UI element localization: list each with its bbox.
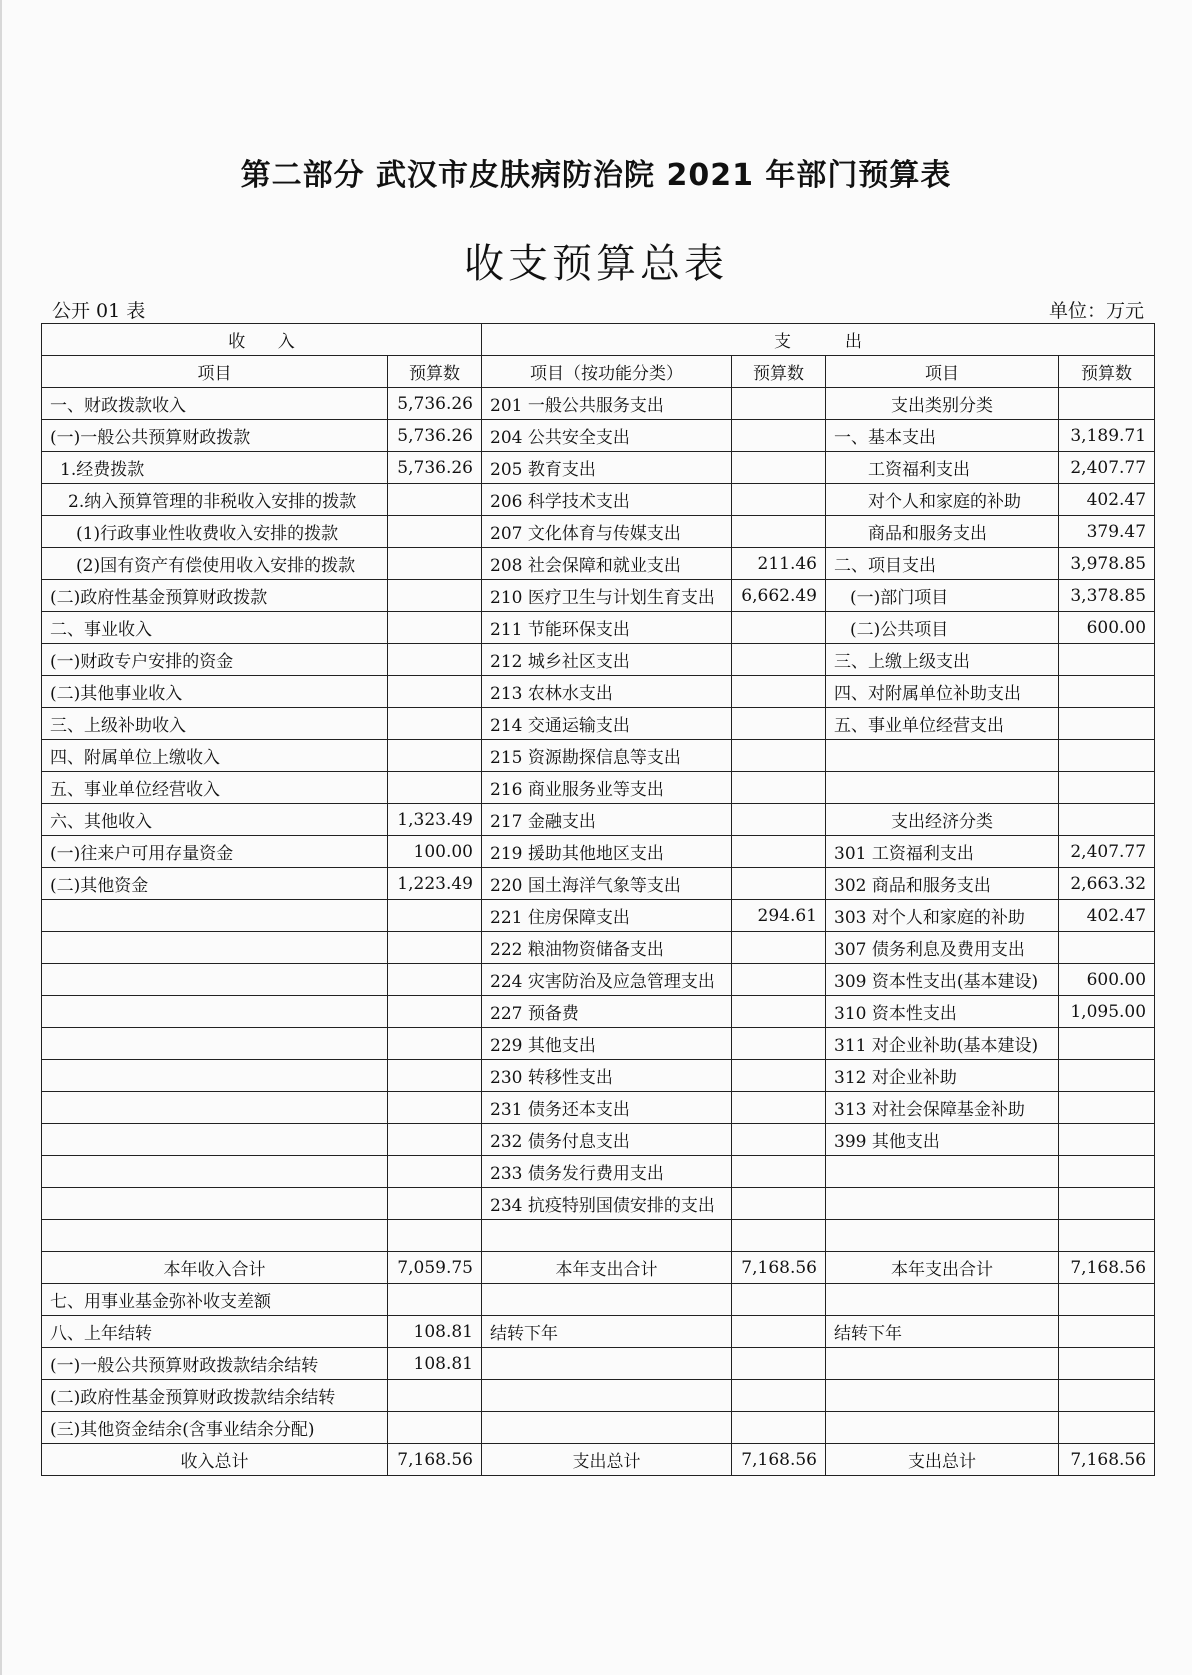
function-item: 208 社会保障和就业支出	[482, 548, 732, 580]
carry-other-row	[42, 1412, 1155, 1444]
carry-gov-fund-row	[42, 1380, 1155, 1412]
category-value	[1059, 388, 1155, 420]
income-value	[388, 1124, 482, 1156]
function-value	[732, 1220, 826, 1252]
table-row	[42, 1028, 1155, 1060]
expense-section-header: 支 出	[482, 324, 1155, 356]
category-value	[1059, 1124, 1155, 1156]
income-item: (一)往来户可用存量资金	[42, 836, 388, 868]
income-value: 5,736.26	[388, 452, 482, 484]
income-item	[42, 900, 388, 932]
grand-expense-value: 7,168.56	[732, 1444, 826, 1476]
category-item: (一)部门项目	[826, 580, 1059, 612]
function-value	[732, 1028, 826, 1060]
income-value: 100.00	[388, 836, 482, 868]
year-income-label: 本年收入合计	[42, 1252, 388, 1284]
income-item: (1)行政事业性收费收入安排的拨款	[42, 516, 388, 548]
col-header-budget-3: 预算数	[1059, 356, 1155, 388]
function-item: 222 粮油物资储备支出	[482, 932, 732, 964]
carry-prev-label: 八、上年结转	[42, 1316, 388, 1348]
income-value	[388, 1220, 482, 1252]
category-item: 对个人和家庭的补助	[826, 484, 1059, 516]
function-value	[732, 452, 826, 484]
category-value: 600.00	[1059, 964, 1155, 996]
income-value	[388, 1156, 482, 1188]
category-value	[1059, 740, 1155, 772]
category-item	[826, 772, 1059, 804]
grand-expense-label-2: 支出总计	[826, 1444, 1059, 1476]
function-item: 231 债务还本支出	[482, 1092, 732, 1124]
function-value	[732, 996, 826, 1028]
grand-expense-label: 支出总计	[482, 1444, 732, 1476]
income-value	[388, 676, 482, 708]
category-value	[1059, 676, 1155, 708]
function-item: 210 医疗卫生与计划生育支出	[482, 580, 732, 612]
category-item: 二、项目支出	[826, 548, 1059, 580]
function-value: 294.61	[732, 900, 826, 932]
function-value	[732, 1092, 826, 1124]
category-item: 303 对个人和家庭的补助	[826, 900, 1059, 932]
income-item: 一、财政拨款收入	[42, 388, 388, 420]
income-value: 1,223.49	[388, 868, 482, 900]
category-item: 302 商品和服务支出	[826, 868, 1059, 900]
function-item: 221 住房保障支出	[482, 900, 732, 932]
income-item: (二)其他事业收入	[42, 676, 388, 708]
fund-gap-label: 七、用事业基金弥补收支差额	[42, 1284, 388, 1316]
function-value	[732, 612, 826, 644]
fund-gap-row	[42, 1284, 1155, 1316]
income-value	[388, 772, 482, 804]
function-item: 205 教育支出	[482, 452, 732, 484]
function-value	[732, 1188, 826, 1220]
income-value	[388, 740, 482, 772]
function-value	[732, 676, 826, 708]
income-item	[42, 1028, 388, 1060]
year-expense-value: 7,168.56	[732, 1252, 826, 1284]
part-title: 第二部分 武汉市皮肤病防治院 2021 年部门预算表	[240, 158, 952, 193]
function-item: 212 城乡社区支出	[482, 644, 732, 676]
category-value	[1059, 1188, 1155, 1220]
category-value	[1059, 1060, 1155, 1092]
income-item	[42, 1092, 388, 1124]
income-item: 三、上级补助收入	[42, 708, 388, 740]
table-row	[42, 452, 1155, 484]
function-item: 230 转移性支出	[482, 1060, 732, 1092]
table-row	[42, 1060, 1155, 1092]
col-header-item: 项目	[42, 356, 388, 388]
category-item: 五、事业单位经营支出	[826, 708, 1059, 740]
income-item: (2)国有资产有偿使用收入安排的拨款	[42, 548, 388, 580]
function-value	[732, 772, 826, 804]
category-item: 商品和服务支出	[826, 516, 1059, 548]
category-item: 一、基本支出	[826, 420, 1059, 452]
function-item: 227 预备费	[482, 996, 732, 1028]
function-value	[732, 484, 826, 516]
income-value: 5,736.26	[388, 420, 482, 452]
function-value	[732, 868, 826, 900]
income-value	[388, 996, 482, 1028]
income-item	[42, 996, 388, 1028]
function-value	[732, 740, 826, 772]
budget-table	[41, 323, 1155, 1476]
function-value	[732, 1060, 826, 1092]
carry-other-label: (三)其他资金结余(含事业结余分配)	[42, 1412, 388, 1444]
income-item	[42, 1060, 388, 1092]
function-item: 206 科学技术支出	[482, 484, 732, 516]
carry-general-label: (一)一般公共预算财政拨款结余结转	[42, 1348, 388, 1380]
carry-next-label: 结转下年	[482, 1316, 732, 1348]
category-value	[1059, 804, 1155, 836]
year-expense-label-2: 本年支出合计	[826, 1252, 1059, 1284]
income-item: 四、附属单位上缴收入	[42, 740, 388, 772]
income-item: (一)一般公共预算财政拨款	[42, 420, 388, 452]
income-value	[388, 548, 482, 580]
function-item: 215 资源勘探信息等支出	[482, 740, 732, 772]
category-item: 307 债务利息及费用支出	[826, 932, 1059, 964]
year-income-value: 7,059.75	[388, 1252, 482, 1284]
income-item	[42, 964, 388, 996]
income-item	[42, 932, 388, 964]
function-value	[732, 644, 826, 676]
category-value: 600.00	[1059, 612, 1155, 644]
income-item: (二)其他资金	[42, 868, 388, 900]
function-item: 211 节能环保支出	[482, 612, 732, 644]
table-row	[42, 1124, 1155, 1156]
category-value	[1059, 1092, 1155, 1124]
income-value	[388, 900, 482, 932]
function-value	[732, 708, 826, 740]
category-value	[1059, 772, 1155, 804]
year-total-row	[42, 1252, 1155, 1284]
table-row	[42, 964, 1155, 996]
function-item: 233 债务发行费用支出	[482, 1156, 732, 1188]
column-header-row	[42, 356, 1155, 388]
function-item: 214 交通运输支出	[482, 708, 732, 740]
function-value	[732, 420, 826, 452]
table-row	[42, 420, 1155, 452]
function-item: 201 一般公共服务支出	[482, 388, 732, 420]
table-row	[42, 1156, 1155, 1188]
income-value	[388, 484, 482, 516]
function-item: 216 商业服务业等支出	[482, 772, 732, 804]
category-value: 402.47	[1059, 484, 1155, 516]
function-value	[732, 804, 826, 836]
income-value: 1,323.49	[388, 804, 482, 836]
function-item: 219 援助其他地区支出	[482, 836, 732, 868]
function-value	[732, 1124, 826, 1156]
table-row	[42, 900, 1155, 932]
function-item: 207 文化体育与传媒支出	[482, 516, 732, 548]
category-value	[1059, 644, 1155, 676]
income-item: 二、事业收入	[42, 612, 388, 644]
income-item	[42, 1156, 388, 1188]
category-value	[1059, 708, 1155, 740]
category-value	[1059, 1220, 1155, 1252]
income-value	[388, 516, 482, 548]
category-item	[826, 1156, 1059, 1188]
function-value	[732, 388, 826, 420]
unit-label: 单位：万元	[1048, 300, 1144, 322]
function-item: 217 金融支出	[482, 804, 732, 836]
function-value	[732, 964, 826, 996]
category-value: 3,189.71	[1059, 420, 1155, 452]
function-value	[732, 516, 826, 548]
category-item: 399 其他支出	[826, 1124, 1059, 1156]
income-item: 六、其他收入	[42, 804, 388, 836]
function-value	[732, 932, 826, 964]
function-value	[732, 836, 826, 868]
function-value	[732, 1156, 826, 1188]
income-value	[388, 708, 482, 740]
carry-general-row	[42, 1348, 1155, 1380]
function-item: 220 国土海洋气象等支出	[482, 868, 732, 900]
category-item: (二)公共项目	[826, 612, 1059, 644]
table-row	[42, 580, 1155, 612]
category-item: 312 对企业补助	[826, 1060, 1059, 1092]
table-row	[42, 836, 1155, 868]
carry-general-value: 108.81	[388, 1348, 482, 1380]
category-value: 402.47	[1059, 900, 1155, 932]
income-item: 2.纳入预算管理的非税收入安排的拨款	[42, 484, 388, 516]
col-header-budget-2: 预算数	[732, 356, 826, 388]
table-row	[42, 612, 1155, 644]
income-value	[388, 1060, 482, 1092]
income-value	[388, 964, 482, 996]
category-value: 2,407.77	[1059, 452, 1155, 484]
function-value: 6,662.49	[732, 580, 826, 612]
category-item	[826, 1220, 1059, 1252]
category-item	[826, 740, 1059, 772]
income-value: 5,736.26	[388, 388, 482, 420]
category-item: 四、对附属单位补助支出	[826, 676, 1059, 708]
table-row	[42, 1092, 1155, 1124]
table-row	[42, 484, 1155, 516]
income-item: 五、事业单位经营收入	[42, 772, 388, 804]
function-item	[482, 1220, 732, 1252]
category-item: 310 资本性支出	[826, 996, 1059, 1028]
category-value	[1059, 1156, 1155, 1188]
income-value	[388, 932, 482, 964]
table-row	[42, 932, 1155, 964]
income-value	[388, 612, 482, 644]
function-item: 204 公共安全支出	[482, 420, 732, 452]
table-row	[42, 676, 1155, 708]
table-code: 公开 01 表	[52, 300, 146, 322]
function-value: 211.46	[732, 548, 826, 580]
category-value	[1059, 1028, 1155, 1060]
table-row	[42, 868, 1155, 900]
income-value	[388, 1188, 482, 1220]
income-item	[42, 1220, 388, 1252]
income-item: 1.经费拨款	[42, 452, 388, 484]
table-row	[42, 772, 1155, 804]
category-item	[826, 1188, 1059, 1220]
col-header-function-item: 项目（按功能分类）	[482, 356, 732, 388]
category-item: 311 对企业补助(基本建设)	[826, 1028, 1059, 1060]
category-item: 工资福利支出	[826, 452, 1059, 484]
category-value: 2,663.32	[1059, 868, 1155, 900]
function-item: 232 债务付息支出	[482, 1124, 732, 1156]
income-value	[388, 644, 482, 676]
year-expense-label: 本年支出合计	[482, 1252, 732, 1284]
category-value	[1059, 932, 1155, 964]
col-header-item-3: 项目	[826, 356, 1059, 388]
carry-next-label-2: 结转下年	[826, 1316, 1059, 1348]
table-row	[42, 516, 1155, 548]
income-item: (二)政府性基金预算财政拨款	[42, 580, 388, 612]
category-item: 309 资本性支出(基本建设)	[826, 964, 1059, 996]
carry-prev-value: 108.81	[388, 1316, 482, 1348]
function-item: 224 灾害防治及应急管理支出	[482, 964, 732, 996]
section-header-row	[42, 324, 1155, 356]
category-value: 379.47	[1059, 516, 1155, 548]
table-row	[42, 804, 1155, 836]
income-section-header: 收 入	[42, 324, 482, 356]
function-item: 213 农林水支出	[482, 676, 732, 708]
income-value	[388, 1092, 482, 1124]
table-row	[42, 644, 1155, 676]
category-value: 3,978.85	[1059, 548, 1155, 580]
function-item: 234 抗疫特别国债安排的支出	[482, 1188, 732, 1220]
grand-income-label: 收入总计	[42, 1444, 388, 1476]
carry-gov-fund-label: (二)政府性基金预算财政拨款结余结转	[42, 1380, 388, 1412]
category-value: 1,095.00	[1059, 996, 1155, 1028]
income-item: (一)财政专户安排的资金	[42, 644, 388, 676]
function-item: 229 其他支出	[482, 1028, 732, 1060]
category-item: 313 对社会保障基金补助	[826, 1092, 1059, 1124]
table-row	[42, 996, 1155, 1028]
category-item: 三、上缴上级支出	[826, 644, 1059, 676]
table-row	[42, 740, 1155, 772]
income-item	[42, 1124, 388, 1156]
table-row	[42, 708, 1155, 740]
carry-prev-row	[42, 1316, 1155, 1348]
col-header-budget: 预算数	[388, 356, 482, 388]
category-value: 3,378.85	[1059, 580, 1155, 612]
category-item: 301 工资福利支出	[826, 836, 1059, 868]
category-item: 支出类别分类	[826, 388, 1059, 420]
table-row	[42, 388, 1155, 420]
grand-income-value: 7,168.56	[388, 1444, 482, 1476]
table-row	[42, 548, 1155, 580]
table-row	[42, 1188, 1155, 1220]
grand-total-row	[42, 1444, 1155, 1476]
income-value	[388, 580, 482, 612]
category-value: 2,407.77	[1059, 836, 1155, 868]
grand-expense-value-2: 7,168.56	[1059, 1444, 1155, 1476]
table-row	[42, 1220, 1155, 1252]
category-item: 支出经济分类	[826, 804, 1059, 836]
income-item	[42, 1188, 388, 1220]
income-value	[388, 1028, 482, 1060]
page-title: 收支预算总表	[464, 241, 728, 287]
year-expense-value-2: 7,168.56	[1059, 1252, 1155, 1284]
